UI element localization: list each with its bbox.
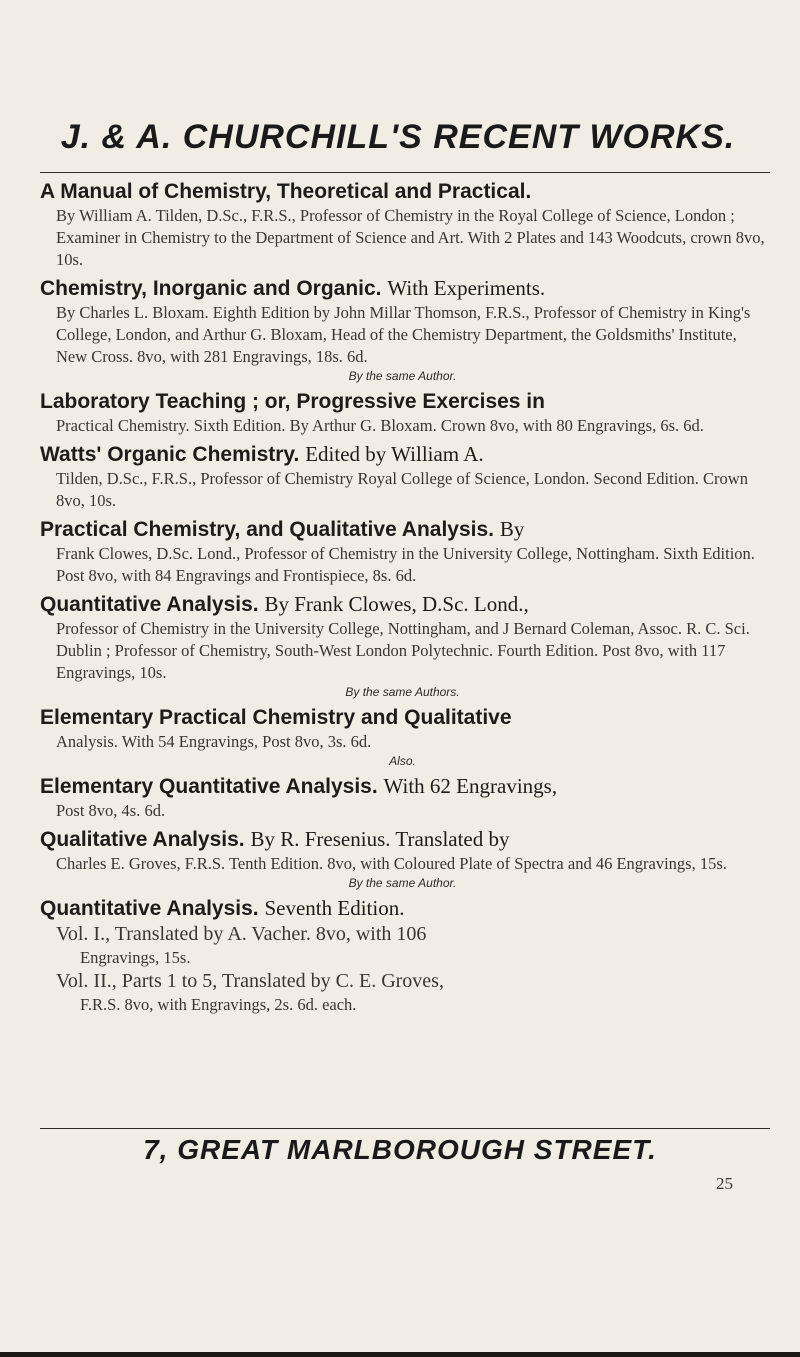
entry-body: By Charles L. Bloxam. Eighth Edition by John Millar Thomson, F.R.S., Professor of Chemistry in King's College, London, and Arthur G. Bloxam, Head of the Chemistry Department, the Goldsmiths' Institute, New Cross. 8vo, with 281 Engravings, 18s. 6d. [56, 303, 751, 366]
entry-title: A Manual of Chemistry, Theoretical and Practical. [40, 180, 532, 203]
entry-title: Laboratory Teaching ; or, Progressive Exercises in [40, 390, 545, 413]
page-edge [0, 1352, 800, 1357]
entry-body-continued: Engravings, 15s. [80, 948, 191, 967]
entry-body: Professor of Chemistry in the University College, Nottingham, and J Bernard Coleman, Assoc. R. C. Sci. Dublin ; Professor of Chemistry, South-West London Polytechnic. Fourth Edition. Post 8vo, with 117 Engravings, 10s. [56, 619, 750, 682]
entry-body-volume-2: Vol. II., Parts 1 to 5, Translated by C. E. Groves, [56, 970, 444, 992]
entry-body: Vol. I., Translated by A. Vacher. 8vo, with 106 [56, 923, 427, 945]
list-item [40, 178, 765, 271]
page-number: 25 [716, 1174, 733, 1193]
list-item [40, 516, 765, 587]
publisher-address: 7, GREAT MARLBOROUGH STREET. [143, 1134, 657, 1165]
entry-title [40, 591, 765, 618]
entry-title [40, 826, 765, 853]
entry-body: Practical Chemistry. Sixth Edition. By Arthur G. Bloxam. Crown 8vo, with 80 Engravings, 6s. 6d. [56, 416, 704, 435]
entry-title [40, 275, 765, 302]
entry-title [40, 516, 765, 543]
entry-title-rest: With Experiments. [387, 276, 546, 300]
list-item [40, 704, 765, 769]
entry-body: Post 8vo, 4s. 6d. [56, 801, 166, 820]
entry-title-bold: Elementary Quantitative Analysis. [40, 775, 378, 798]
entry-note: Also. [389, 754, 416, 768]
list-item [40, 441, 765, 512]
entry-title-bold: Qualitative Analysis. [40, 828, 245, 851]
entry-note: By the same Author. [348, 369, 457, 383]
entry-title-rest: By R. Fresenius. Translated by [250, 827, 510, 851]
entry-title-rest: Edited by William A. [305, 442, 484, 466]
list-item [40, 275, 765, 384]
entry-body: By William A. Tilden, D.Sc., F.R.S., Professor of Chemistry in the Royal College of Science, London ; Examiner in Chemistry to the Department of Science and Art. With 2 Plates and 143 Woodcuts, crown 8vo, 10s. [56, 206, 765, 269]
entry-title [40, 441, 765, 468]
entry-title [40, 895, 765, 922]
footer-rule [40, 1128, 770, 1129]
entry-title-bold: Watts' Organic Chemistry. [40, 443, 300, 466]
entry-title-bold: Quantitative Analysis. [40, 593, 259, 616]
list-item [40, 895, 765, 1016]
entry-list [40, 178, 765, 1020]
entry-note: By the same Author. [348, 876, 457, 890]
page-header: J. & A. CHURCHILL'S RECENT WORKS. [60, 118, 736, 156]
entry-title-rest: Seventh Edition. [264, 896, 405, 920]
entry-title-bold: Quantitative Analysis. [40, 897, 259, 920]
entry-title: Elementary Practical Chemistry and Qualitative [40, 706, 512, 729]
header-rule [40, 172, 770, 173]
list-item [40, 388, 765, 437]
entry-title [40, 773, 765, 800]
entry-note: By the same Authors. [345, 685, 460, 699]
list-item [40, 591, 765, 700]
entry-body: Tilden, D.Sc., F.R.S., Professor of Chemistry Royal College of Science, London. Second Edition. Crown 8vo, 10s. [56, 469, 748, 510]
list-item [40, 826, 765, 891]
entry-title-bold: Chemistry, Inorganic and Organic. [40, 277, 382, 300]
entry-body: Frank Clowes, D.Sc. Lond., Professor of Chemistry in the University College, Nottingham. Sixth Edition. Post 8vo, with 84 Engravings and Frontispiece, 8s. 6d. [56, 544, 755, 585]
entry-title-bold: Practical Chemistry, and Qualitative Analysis. [40, 518, 495, 541]
list-item [40, 773, 765, 822]
entry-body: Charles E. Groves, F.R.S. Tenth Edition. 8vo, with Coloured Plate of Spectra and 46 Engravings, 15s. [56, 854, 727, 873]
entry-body: Analysis. With 54 Engravings, Post 8vo, 3s. 6d. [56, 732, 372, 751]
entry-title-rest: With 62 Engravings, [383, 774, 558, 798]
entry-title-rest: By Frank Clowes, D.Sc. Lond., [264, 592, 529, 616]
entry-title-rest: By [499, 517, 525, 541]
entry-body-continued: F.R.S. 8vo, with Engravings, 2s. 6d. each. [80, 995, 357, 1014]
